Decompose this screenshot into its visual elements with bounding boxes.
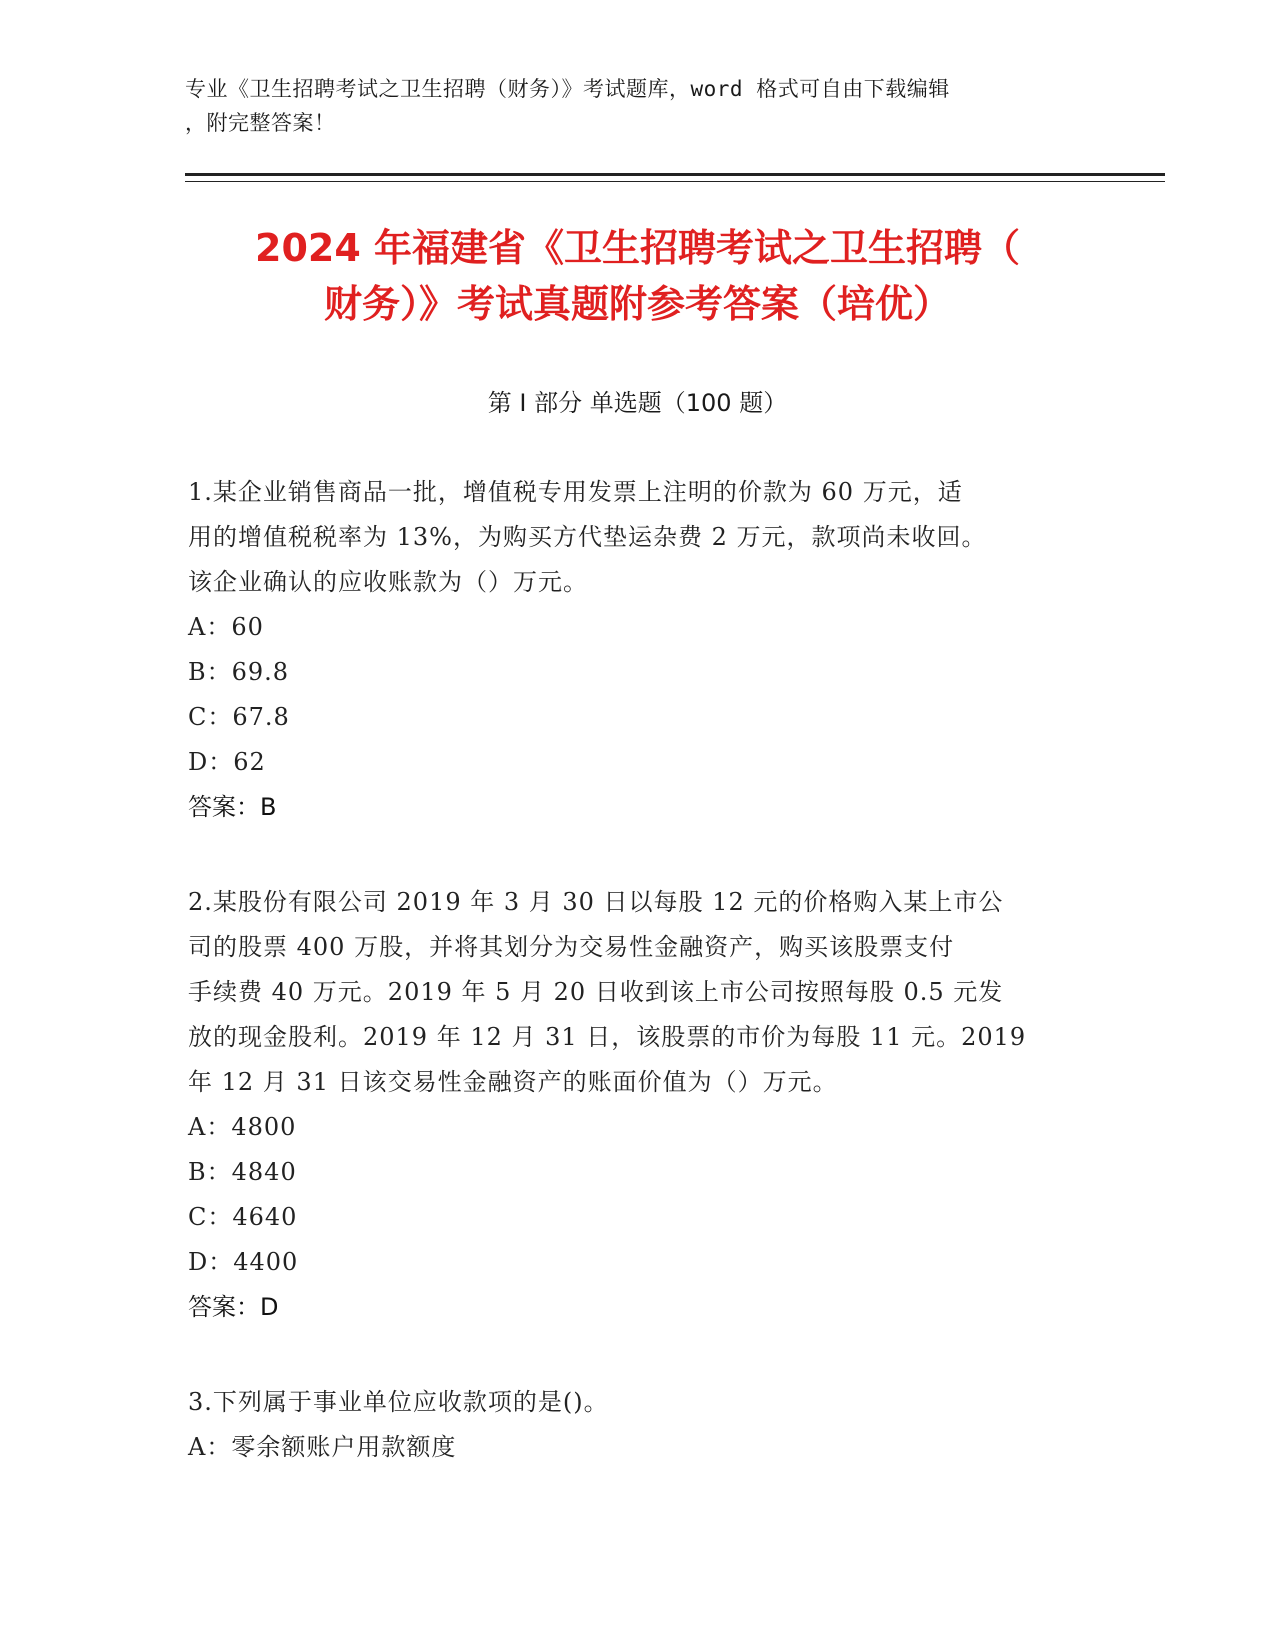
question-text-line: 2.某股份有限公司 2019 年 3 月 30 日以每股 12 元的价格购入某上市公: [188, 888, 1004, 916]
header-divider-thin: [185, 181, 1165, 182]
option-a: A：零余额账户用款额度: [188, 1433, 457, 1461]
question-1: [188, 470, 1088, 830]
question-2: [188, 880, 1088, 1330]
header-note-line: ，附完整答案！: [185, 111, 336, 135]
question-text-line: 手续费 40 万元。2019 年 5 月 20 日收到该上市公司按照每股 0.5 元发: [188, 978, 1004, 1006]
question-text-line: 该企业确认的应收账款为（）万元。: [188, 568, 588, 596]
question-text-line: 年 12 月 31 日该交易性金融资产的账面价值为（）万元。: [188, 1068, 838, 1096]
document-title: [140, 220, 1135, 332]
question-3: [188, 1380, 1088, 1470]
option-c: C：4640: [188, 1203, 298, 1231]
option-b: B：4840: [188, 1158, 297, 1186]
header-note-line: 专业《卫生招聘考试之卫生招聘（财务）》考试题库，word 格式可自由下载编辑: [185, 77, 950, 101]
option-d: D：62: [188, 748, 266, 776]
title-line: 财务）》考试真题附参考答案（培优）: [323, 282, 951, 326]
option-c: C：67.8: [188, 703, 290, 731]
option-a: A：60: [188, 613, 264, 641]
question-text: [188, 470, 1088, 605]
option-a: A：4800: [188, 1113, 297, 1141]
question-text-line: 3.下列属于事业单位应收款项的是()。: [188, 1388, 609, 1416]
title-line: 2024 年福建省《卫生招聘考试之卫生招聘（: [255, 226, 1020, 270]
question-text-line: 司的股票 400 万股，并将其划分为交易性金融资产，购买该股票支付: [188, 933, 955, 961]
section-heading: 第 I 部分 单选题（100 题）: [487, 389, 788, 417]
question-text: [188, 1380, 1088, 1425]
question-text-line: 用的增值税税率为 13%，为购买方代垫运杂费 2 万元，款项尚未收回。: [188, 523, 987, 551]
answer-label: 答案：B: [188, 793, 277, 821]
question-text: [188, 880, 1088, 1105]
question-text-line: 1.某企业销售商品一批，增值税专用发票上注明的价款为 60 万元，适: [188, 478, 963, 506]
option-d: D：4400: [188, 1248, 299, 1276]
question-text-line: 放的现金股利。2019 年 12 月 31 日，该股票的市价为每股 11 元。2019: [188, 1023, 1027, 1051]
header-note: [185, 72, 1085, 140]
header-divider-thick: [185, 173, 1165, 176]
option-b: B：69.8: [188, 658, 290, 686]
answer-label: 答案：D: [188, 1293, 279, 1321]
